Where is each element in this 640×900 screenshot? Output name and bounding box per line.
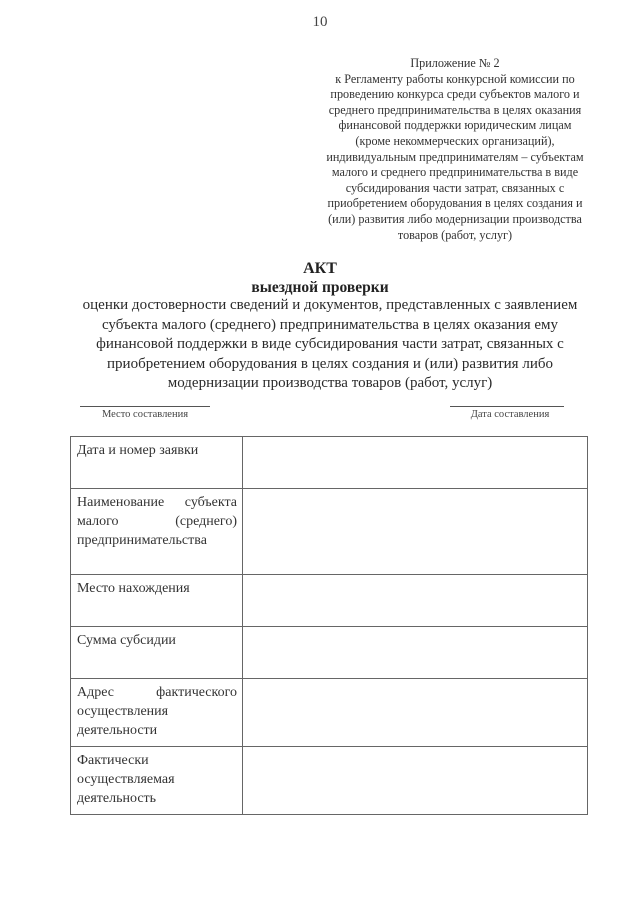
appendix-line: (или) развития либо модернизации производства [328, 211, 582, 226]
document-title: АКТ [303, 260, 337, 277]
row-value-cell[interactable] [243, 575, 588, 627]
row-label: Адрес фактического осуществления деятельности [71, 679, 243, 747]
row-value-cell[interactable] [243, 437, 588, 489]
appendix-header [305, 56, 605, 243]
description-line: субъекта малого (среднего) предпринимательства в целях оказания ему [101, 316, 559, 333]
description-line: финансовой поддержки в виде субсидирования части затрат, связанных с [96, 336, 564, 352]
document-description [60, 296, 600, 394]
place-caption: Место составления [101, 409, 189, 420]
appendix-line: проведению конкурса среди субъектов малого и [330, 87, 580, 102]
info-table [70, 436, 588, 815]
description-line: приобретением оборудования в целях создания и (или) развития либо [107, 355, 553, 372]
row-label: Наименование субъекта малого (среднего) предпринимательства [71, 489, 243, 575]
row-value-cell[interactable] [243, 489, 588, 575]
appendix-line: к Регламенту работы конкурсной комиссии по [335, 71, 575, 86]
row-label: Сумма субсидии [71, 627, 243, 679]
place-signature-line[interactable] [80, 406, 210, 407]
table-row [71, 747, 588, 815]
appendix-line: товаров (работ, услуг) [397, 227, 513, 242]
row-label: Фактически осуществляемая деятельность [71, 747, 243, 815]
row-value-cell[interactable] [243, 679, 588, 747]
appendix-line: субсидирования части затрат, связанных с [345, 180, 565, 195]
row-value-cell[interactable] [243, 747, 588, 815]
appendix-line: (кроме некоммерческих организаций), [355, 133, 555, 148]
appendix-line: приобретением оборудования в целях создания и [327, 196, 583, 211]
table-row [71, 679, 588, 747]
date-signature-line[interactable] [450, 406, 564, 407]
row-value-cell[interactable] [243, 627, 588, 679]
appendix-line: Приложение № 2 [410, 56, 500, 70]
table-row [71, 489, 588, 575]
document-subtitle: выездной проверки [251, 279, 389, 296]
appendix-line: финансовой поддержки юридическим лицам [338, 118, 572, 133]
description-line: модернизации производства товаров (работ, услуг) [167, 375, 493, 391]
table-row [71, 437, 588, 489]
appendix-line: индивидуальным предпринимателям – субъектам [326, 149, 584, 164]
appendix-line: малого и среднего предпринимательства в виде [331, 165, 579, 180]
description-line: оценки достоверности сведений и документов, представленных с заявлением [82, 297, 578, 313]
appendix-line: среднего предпринимательства в целях оказания [328, 102, 582, 117]
table-row [71, 575, 588, 627]
date-caption: Дата составления [470, 409, 550, 420]
row-label: Место нахождения [71, 575, 243, 627]
table-row [71, 627, 588, 679]
row-label: Дата и номер заявки [71, 437, 243, 489]
page-number: 10 [312, 14, 328, 30]
